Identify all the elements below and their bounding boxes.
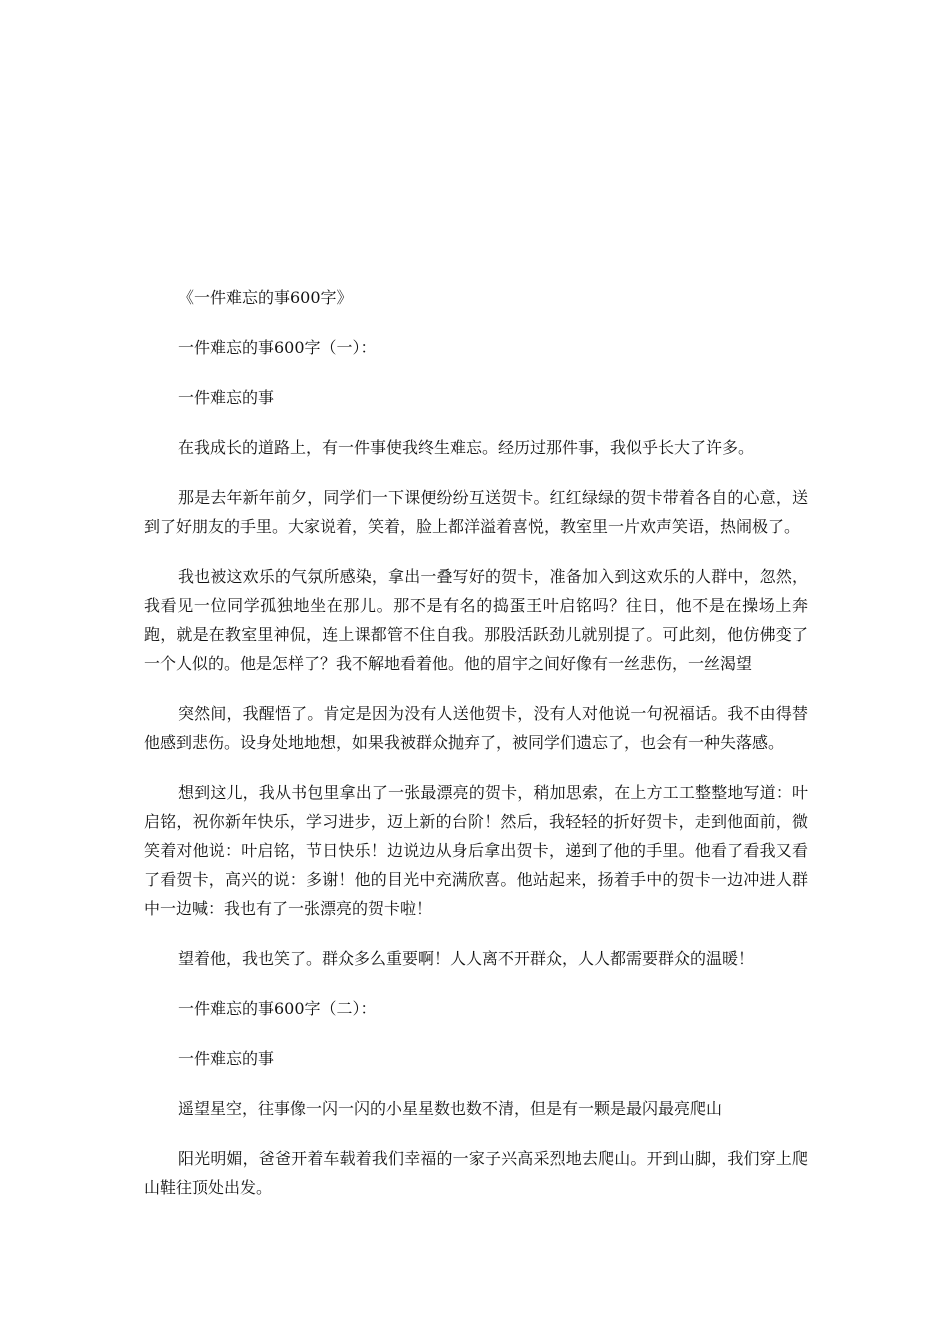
paragraph: 突然间，我醒悟了。肯定是因为没有人送他贺卡，没有人对他说一句祝福话。我不由得替他感到悲伤。设身处地地想，如果我被群众抛弃了，被同学们遗忘了，也会有一种失落感。 [144,704,808,752]
paragraph: 我也被这欢乐的气氛所感染，拿出一叠写好的贺卡，准备加入到这欢乐的人群中，忽然，我看见一位同学孤独地坐在那儿。那不是有名的捣蛋王叶启铭吗？往日，他不是在操场上奔跑，就是在教室里神侃，连上课都管不住自我。那股活跃劲儿就别提了。可此刻，他仿佛变了一个人似的。他是怎样了？我不解地看着他。他的眉宇之间好像有一丝悲伤，一丝渴望 [144,567,808,673]
paragraph: 阳光明媚，爸爸开着车载着我们幸福的一家子兴高采烈地去爬山。开到山脚，我们穿上爬山鞋往顶处出发。 [144,1149,808,1197]
paragraph: 望着他，我也笑了。群众多么重要啊！人人离不开群众，人人都需要群众的温暖！ [178,949,755,968]
paragraph: 那是去年新年前夕，同学们一下课便纷纷互送贺卡。红红绿绿的贺卡带着各自的心意，送到了好朋友的手里。大家说着，笑着，脸上都洋溢着喜悦，教室里一片欢声笑语，热闹极了。 [144,488,808,536]
section-heading-1: 一件难忘的事600字（一）： [178,338,377,357]
document-title: 《一件难忘的事600字》 [178,288,353,307]
document-body [144,283,808,1223]
essay-title-2: 一件难忘的事 [178,1049,275,1068]
paragraph: 想到这儿，我从书包里拿出了一张最漂亮的贺卡，稍加思索，在上方工工整整地写道：叶启铭，祝你新年快乐，学习进步，迈上新的台阶！然后，我轻轻的折好贺卡，走到他面前，微笑着对他说：叶启铭，节日快乐！边说边从身后拿出贺卡，递到了他的手里。他看了看我又看了看贺卡，高兴的说：多谢！他的目光中充满欣喜。他站起来，扬着手中的贺卡一边冲进人群中一边喊：我也有了一张漂亮的贺卡啦！ [144,783,808,918]
section-heading-2: 一件难忘的事600字（二）： [178,999,377,1018]
paragraph: 在我成长的道路上，有一件事使我终生难忘。经历过那件事，我似乎长大了许多。 [178,438,755,457]
paragraph: 遥望星空，往事像一闪一闪的小星星数也数不清，但是有一颗是最闪最亮爬山 [178,1099,723,1118]
essay-title-1: 一件难忘的事 [178,388,275,407]
